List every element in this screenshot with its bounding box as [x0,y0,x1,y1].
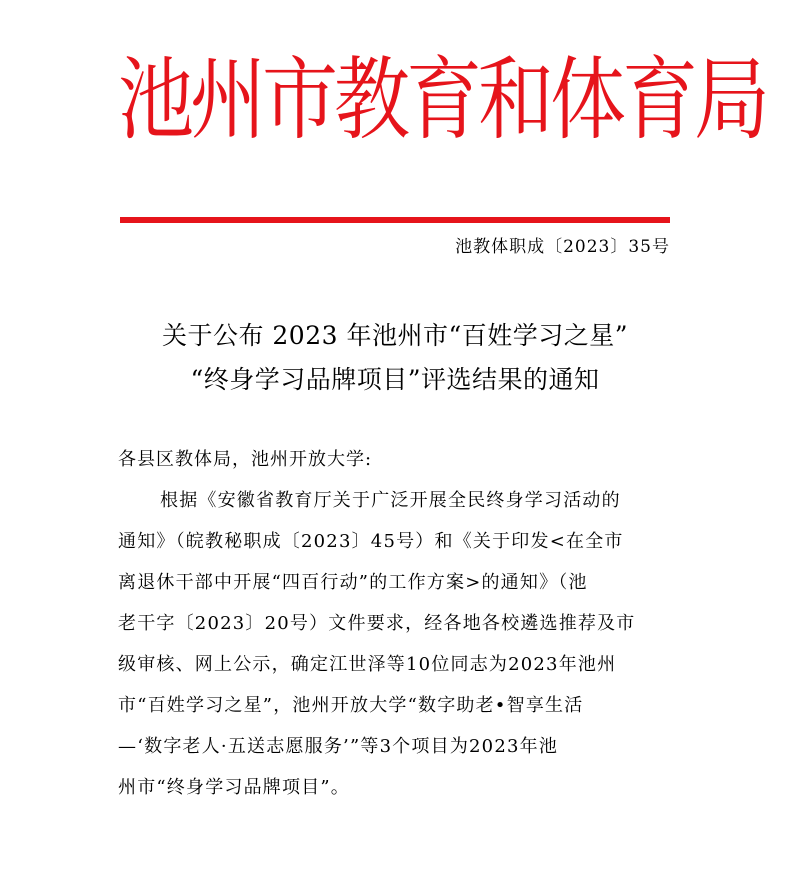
body-line: 老干字〔2023〕20号）文件要求，经各地各校遴选推荐及市 [118,613,636,634]
notice-title [110,314,680,402]
document-number: 池教体职成〔2023〕35号 [455,237,670,257]
body-line: 通知》（皖教秘职成〔2023〕45号）和《关于印发<在全市 [118,531,624,552]
body-line: 市“百姓学习之星”，池州开放大学“数字助老•智享生活 [118,695,584,716]
salutation: 各县区教体局，池州开放大学: [118,449,373,470]
body-line: 根据《安徽省教育厅关于广泛开展全民终身学习活动的 [160,490,621,511]
body-line: 州市“终身学习品牌项目”。 [118,777,351,798]
body-line: 级审核、网上公示，确定江世泽等10位同志为2023年池州 [118,654,617,675]
body-line: —‘数字老人·五送志愿服务’”等3个项目为2023年池 [118,736,559,757]
notice-title-line-1: 关于公布 2023 年池州市“百姓学习之星” [161,321,629,350]
red-divider-rule [120,217,670,223]
notice-title-line-2: “终身学习品牌项目”评选结果的通知 [190,365,600,394]
org-header-title: 池州市教育和体育局 [118,46,766,152]
body-line: 离退休干部中开展“四百行动”的工作方案>的通知》（池 [118,572,588,593]
body-paragraph [118,480,678,808]
